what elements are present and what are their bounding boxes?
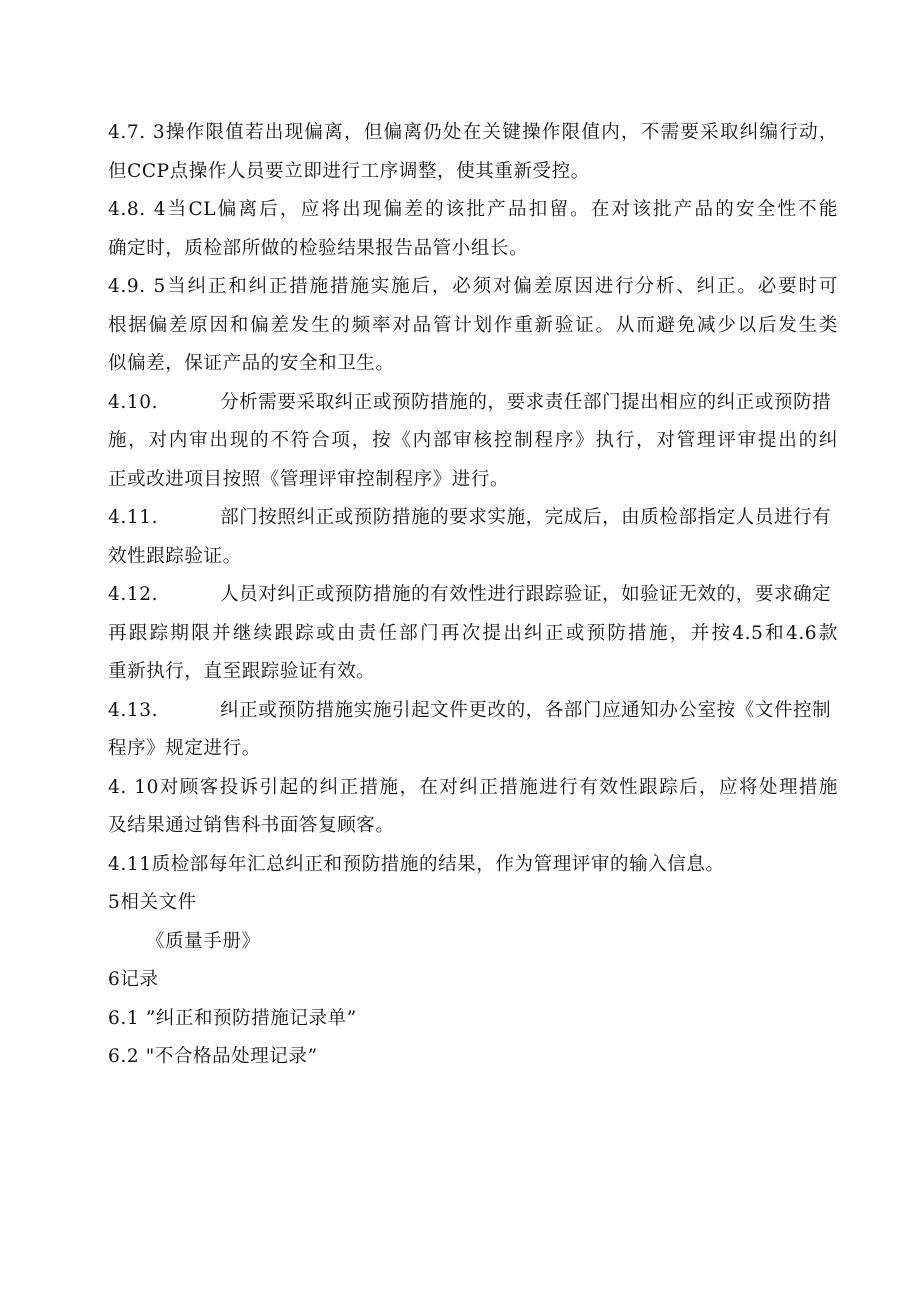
clause-line (108, 692, 838, 731)
paragraph-line: 但CCP点操作人员要立即进行工序调整，使其重新受控。 (108, 160, 590, 182)
section-heading: 5相关文件 (108, 892, 197, 913)
paragraph-line: 施，对内审出现的不符合项，按《内部审核控制程序》执行，对管理评审提出的纠 (108, 430, 838, 451)
document-page (108, 114, 838, 1077)
section-heading: 6记录 (108, 969, 159, 990)
paragraph-line: 似偏差，保证产品的安全和卫生。 (108, 353, 395, 374)
document-reference: 《质量手册》 (146, 930, 261, 952)
record-item: 6.2 "不合格品处理记录” (108, 1046, 318, 1067)
clause-text: 分析需要采取纠正或预防措施的，要求责任部门提出相应的纠正或预防措 (220, 391, 832, 413)
paragraph-line: 根据偏差原因和偏差发生的频率对品管计划作重新验证。从而避免减少以后发生类 (108, 314, 838, 336)
clause-line (108, 384, 838, 423)
paragraph-line: 及结果通过销售科书面答复顾客。 (108, 815, 395, 836)
paragraph-line: 重新执行，直至跟踪验证有效。 (108, 661, 376, 682)
paragraph-line: 4. 10对顾客投诉引起的纠正措施，在对纠正措施进行有效性跟踪后，应将处理措施 (108, 776, 838, 798)
clause-number: 4.12. (108, 584, 159, 605)
paragraph-line: 4.7. 3操作限值若出现偏离，但偏离仍处在关键操作限值内，不需要采取纠编行动， (108, 122, 838, 143)
paragraph-line: 效性跟踪验证。 (108, 545, 242, 567)
paragraph-line: 4.11质检部每年汇总纠正和预防措施的结果，作为管理评审的输入信息。 (108, 853, 725, 875)
clause-line (108, 499, 838, 538)
record-item: 6.1 ”纠正和预防措施记录单” (108, 1007, 357, 1029)
clause-line (108, 576, 838, 615)
paragraph-line: 再跟踪期限并继续跟踪或由责任部门再次提出纠正或预防措施，并按4.5和4.6款 (108, 622, 838, 644)
clause-number: 4.13. (108, 699, 159, 721)
clause-text: 部门按照纠正或预防措施的要求实施，完成后，由质检部指定人员进行有 (220, 507, 832, 528)
clause-number: 4.10. (108, 391, 159, 413)
clause-text: 人员对纠正或预防措施的有效性进行跟踪验证，如验证无效的，要求确定 (220, 584, 832, 605)
paragraph-line: 程序》规定进行。 (108, 738, 261, 759)
clause-number: 4.11. (108, 507, 159, 528)
paragraph-line: 正或改进项目按照《管理评审控制程序》进行。 (108, 468, 510, 490)
clause-text: 纠正或预防措施实施引起文件更改的，各部门应通知办公室按《文件控制 (220, 699, 832, 721)
paragraph-line: 确定时，质检部所做的检验结果报告品管小组长。 (108, 237, 529, 259)
paragraph-line: 4.8. 4当CL偏离后，应将出现偏差的该批产品扣留。在对该批产品的安全性不能 (108, 199, 838, 220)
paragraph-line: 4.9. 5当纠正和纠正措施措施实施后，必须对偏差原因进行分析、纠正。必要时可 (108, 276, 838, 297)
